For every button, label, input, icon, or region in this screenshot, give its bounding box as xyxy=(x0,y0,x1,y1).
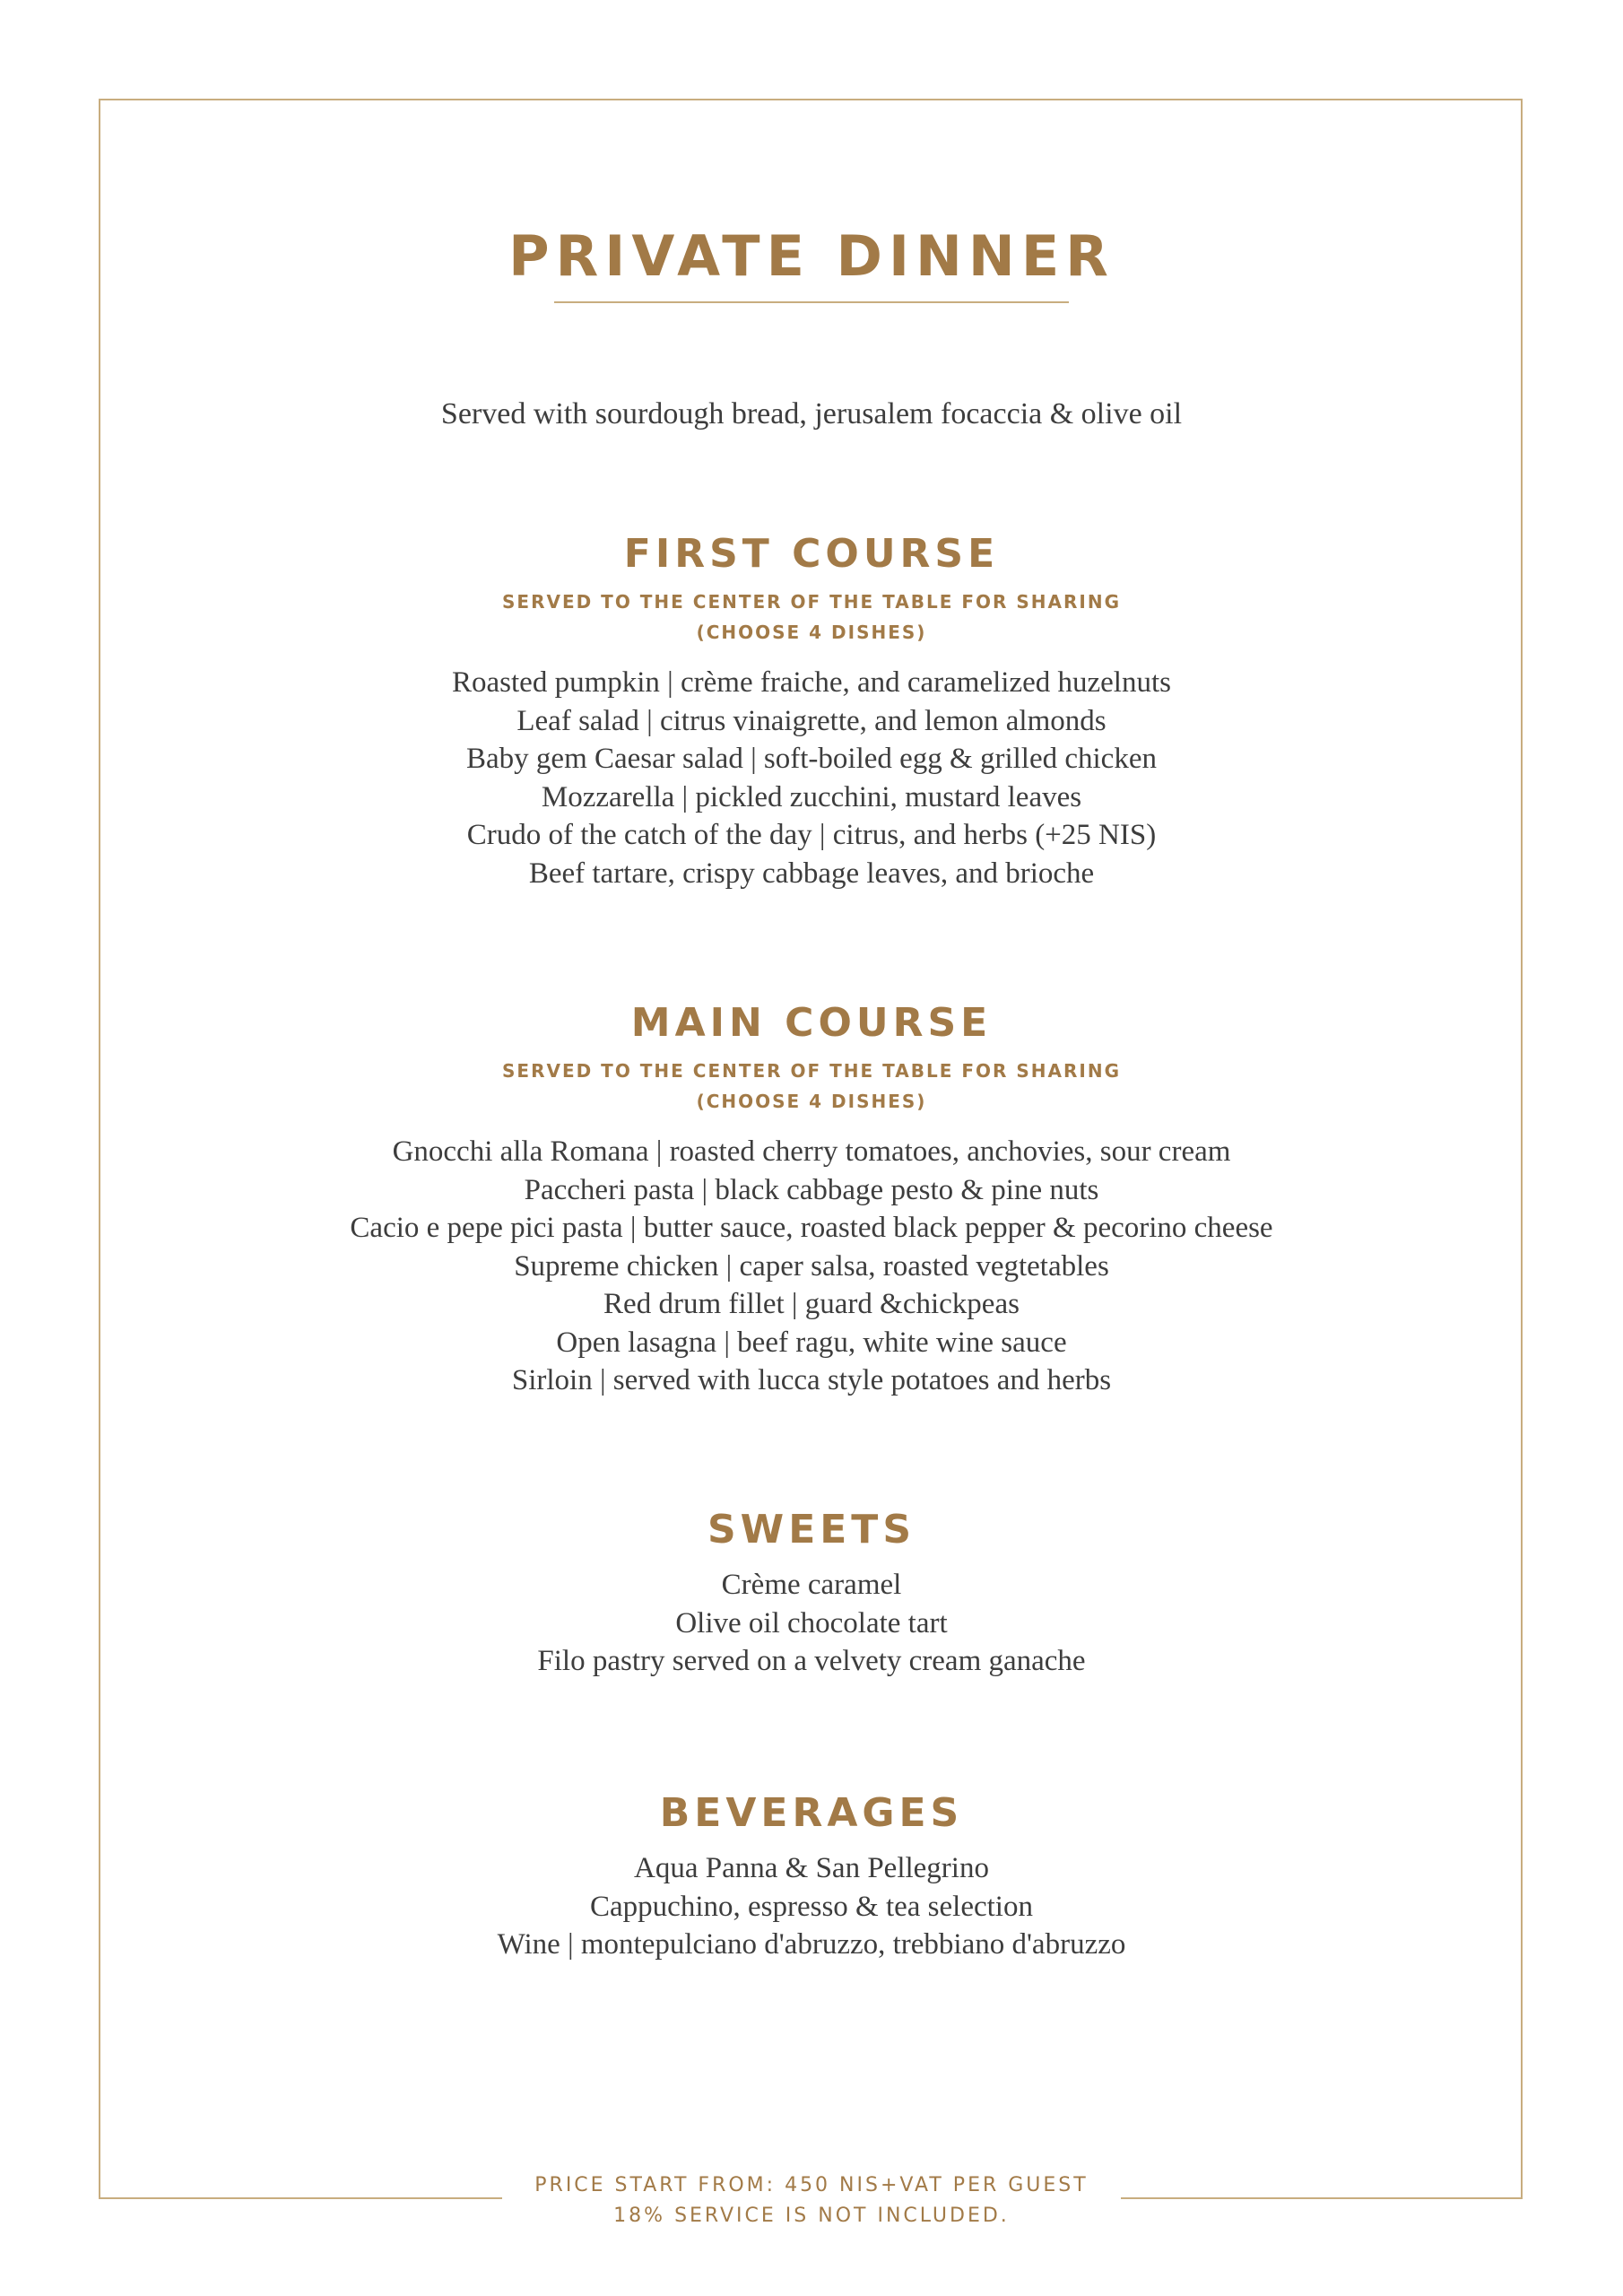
sweets-heading: SWEETS xyxy=(707,1507,916,1552)
price-footer xyxy=(0,2170,1623,2231)
intro-text: Served with sourdough bread, jerusalem focaccia & olive oil xyxy=(440,397,1183,430)
list-item: Wine | montepulciano d'abruzzo, trebbiano d'abruzzo xyxy=(497,1928,1126,1961)
main-course-list xyxy=(0,1133,1623,1400)
list-item: Cacio e pepe pici pasta | butter sauce, roasted black pepper & pecorino cheese xyxy=(350,1212,1273,1244)
list-item: Leaf salad | citrus vinaigrette, and lemon almonds xyxy=(516,704,1107,737)
main-course-choose-note: (CHOOSE 4 DISHES) xyxy=(696,1091,927,1112)
main-course-subtitle: SERVED TO THE CENTER OF THE TABLE FOR SHARING xyxy=(502,1060,1121,1082)
list-item: Open lasagna | beef ragu, white wine sauce xyxy=(556,1326,1067,1359)
sweets-section xyxy=(0,1503,1623,1681)
list-item: Crème caramel xyxy=(721,1569,902,1601)
list-item: Crudo of the catch of the day | citrus, and herbs (+25 NIS) xyxy=(466,819,1157,851)
first-course-section xyxy=(0,527,1623,892)
main-course-section xyxy=(0,996,1623,1400)
list-item: Gnocchi alla Romana | roasted cherry tomatoes, anchovies, sour cream xyxy=(392,1135,1231,1168)
service-note: 18% SERVICE IS NOT INCLUDED. xyxy=(613,2205,1010,2227)
beverages-heading: BEVERAGES xyxy=(659,1790,964,1836)
list-item: Supreme chicken | caper salsa, roasted vegtetables xyxy=(514,1249,1109,1283)
price-text: PRICE START FROM: 450 NIS+VAT PER GUEST xyxy=(534,2174,1089,2196)
first-course-subtitle: SERVED TO THE CENTER OF THE TABLE FOR SHARING xyxy=(502,591,1121,613)
first-course-choose-note: (CHOOSE 4 DISHES) xyxy=(696,622,927,643)
sweets-list xyxy=(0,1566,1623,1681)
list-item: Sirloin | served with lucca style potatoes and herbs xyxy=(511,1364,1112,1396)
list-item: Filo pastry served on a velvety cream ganache xyxy=(537,1645,1086,1677)
list-item: Cappuchino, espresso & tea selection xyxy=(590,1890,1033,1923)
first-course-list xyxy=(0,664,1623,892)
first-course-heading: FIRST COURSE xyxy=(623,531,1000,577)
list-item: Mozzarella | pickled zucchini, mustard leaves xyxy=(541,780,1082,813)
list-item: Paccheri pasta | black cabbage pesto & pine nuts xyxy=(524,1173,1099,1206)
list-item: Red drum fillet | guard &chickpeas xyxy=(603,1288,1020,1320)
beverages-list xyxy=(0,1849,1623,1964)
main-course-heading: MAIN COURSE xyxy=(630,1000,993,1046)
list-item: Baby gem Caesar salad | soft-boiled egg & grilled chicken xyxy=(466,743,1157,775)
list-item: Beef tartare, crispy cabbage leaves, and brioche xyxy=(528,857,1095,890)
list-item: Aqua Panna & San Pellegrino xyxy=(634,1852,989,1884)
beverages-section xyxy=(0,1787,1623,1964)
title-underline xyxy=(554,301,1069,303)
list-item: Olive oil chocolate tart xyxy=(675,1606,948,1639)
page-title: PRIVATE DINNER xyxy=(508,223,1115,289)
list-item: Roasted pumpkin | crème fraiche, and caramelized huzelnuts xyxy=(452,666,1171,699)
